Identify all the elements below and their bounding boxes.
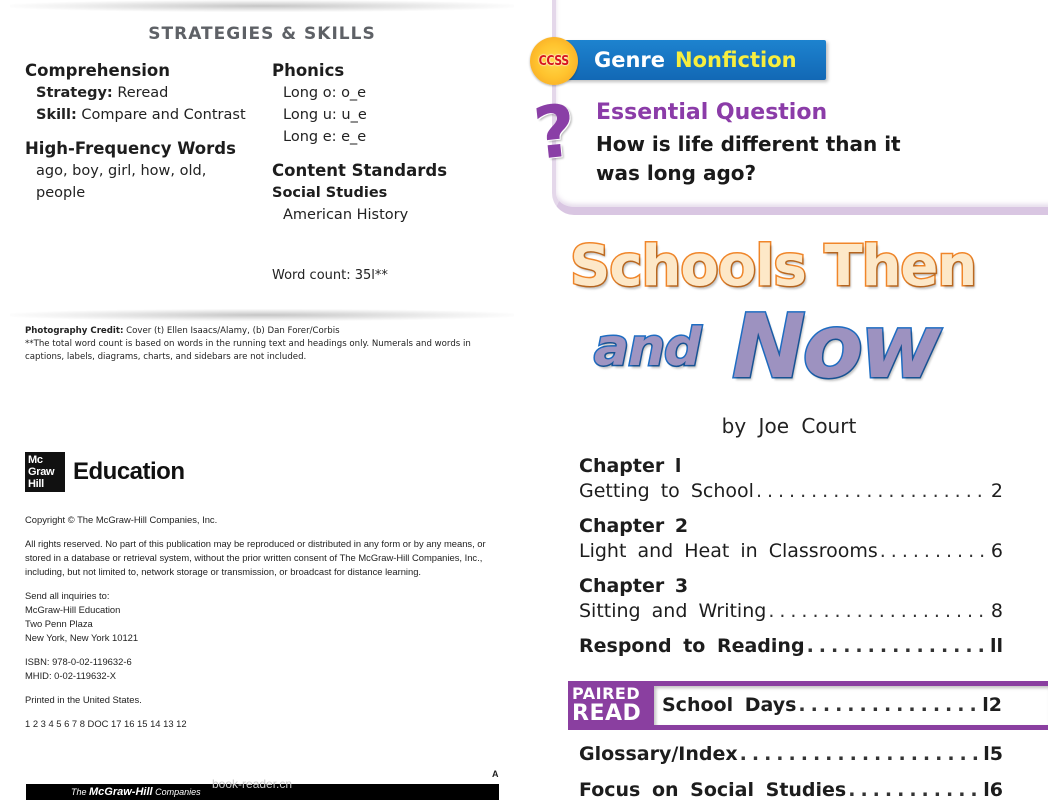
print-run-line: 1 2 3 4 5 6 7 8 DOC 17 16 15 14 13 12	[25, 718, 187, 729]
isbn: ISBN: 978-0-02-119632-6	[25, 656, 132, 667]
book-title-now: Now	[732, 295, 939, 398]
comprehension-heading: Comprehension	[25, 61, 171, 80]
toc-chapter-item[interactable]	[579, 454, 1003, 504]
phonics-item: Long u: u_e	[283, 107, 367, 123]
toc-row: Light and Heat in Classrooms ..... 6	[579, 539, 1003, 564]
content-topic: American History	[283, 207, 409, 223]
content-standards-heading: Content Standards	[272, 161, 448, 180]
copyright-line: Copyright © The McGraw-Hill Companies, Inc.	[25, 514, 218, 525]
phonics-item: Long o: o_e	[283, 85, 367, 101]
paired-read-label: PAIRED READ	[572, 684, 642, 726]
right-page	[524, 0, 1048, 800]
strategies-skills-title: STRATEGIES & SKILLS	[148, 24, 376, 44]
mcgraw-hill-education-logo	[25, 452, 185, 492]
logo-text: Education	[73, 458, 185, 485]
toc-row: Getting to School ..... 2	[579, 479, 1003, 504]
paired-read-entry	[654, 686, 1048, 725]
author-byline: by Joe Court	[721, 414, 857, 438]
toc-row: School Days ..... l2	[662, 693, 1002, 718]
content-subject: Social Studies	[272, 185, 388, 201]
toc-focus-social-studies[interactable]: Focus on Social Studies ..... l6	[579, 778, 1003, 800]
legal-text	[25, 513, 505, 741]
toc-respond-to-reading[interactable]: Respond to Reading ..... ll	[579, 634, 1003, 659]
question-mark-icon: ?	[529, 88, 581, 176]
strategies-column-left	[25, 60, 260, 204]
strategies-column-right	[272, 60, 512, 226]
toc-chapter-label: Chapter l	[579, 455, 682, 477]
genre-value: Nonfiction	[675, 48, 797, 72]
book-title-line1: Schools Then	[570, 234, 977, 299]
toc-chapter-label: Chapter 2	[579, 515, 689, 537]
section-shadow-divider	[10, 309, 514, 321]
genre-bar	[564, 40, 826, 80]
word-count: Word count: 35l**	[272, 268, 388, 283]
printed-line: Printed in the United States.	[25, 694, 142, 705]
toc-chapter-item[interactable]	[579, 574, 1003, 624]
mhid: MHID: 0-02-119632-X	[25, 670, 117, 681]
back-matter-toc	[579, 742, 1003, 800]
high-frequency-words: ago, boy, girl, how, old,	[36, 163, 207, 179]
toc-chapter-label: Chapter 3	[579, 575, 689, 597]
table-of-contents	[579, 454, 1003, 659]
essential-question-title: Essential Question	[596, 100, 828, 125]
skill-line: Skill: Compare and Contrast	[36, 107, 246, 123]
high-frequency-words-cont: people	[36, 185, 86, 201]
watermark: book-reader.cn	[212, 777, 293, 791]
paired-read-banner[interactable]	[568, 681, 1048, 730]
genre-label: Genre	[594, 48, 666, 72]
toc-row: Sitting and Writing ..... 8	[579, 599, 1003, 624]
essential-question-text: How is life different than it was long ago?	[596, 132, 901, 185]
phonics-heading: Phonics	[272, 61, 345, 80]
word-count-note: **The total word count is based on words in the running text and headings only. Numerals and words in captions, labels, diagrams, charts, and sidebars are not included.	[25, 339, 471, 362]
strategy-line: Strategy: Reread	[36, 85, 169, 101]
ccss-badge-icon: CCSS	[530, 37, 578, 85]
photo-credits: Photography Credit: Cover (t) Ellen Isaacs/Alamy, (b) Dan Forer/Corbis **The total word count is based on words in the running text and headings only. Numerals and words in captions, labels, diagrams, charts, and sidebars are not included.	[25, 325, 505, 364]
mcgraw-hill-logo-icon: Mc Graw Hill	[25, 452, 65, 492]
inquiries-block: Send all inquiries to: McGraw-Hill Education Two Penn Plaza New York, New York 10121	[25, 590, 139, 643]
book-title-and: and	[594, 318, 701, 378]
toc-glossary-index[interactable]: Glossary/Index ..... l5	[579, 742, 1003, 767]
toc-chapter-item[interactable]	[579, 514, 1003, 564]
page-letter: A	[492, 769, 499, 779]
high-frequency-heading: High-Frequency Words	[25, 139, 236, 158]
footer-brand: The McGraw-Hill Companies	[71, 786, 201, 798]
page-shadow-divider	[10, 0, 514, 12]
rights-paragraph: All rights reserved. No part of this publication may be reproduced or distributed in any form or by any means, or stored in a database or retrieval system, without the prior written consent of The McGraw-Hill Companies, Inc., including, but not limited to, network storage or transmission, or broadcast for distance learning.	[25, 538, 486, 577]
phonics-item: Long e: e_e	[283, 129, 367, 145]
